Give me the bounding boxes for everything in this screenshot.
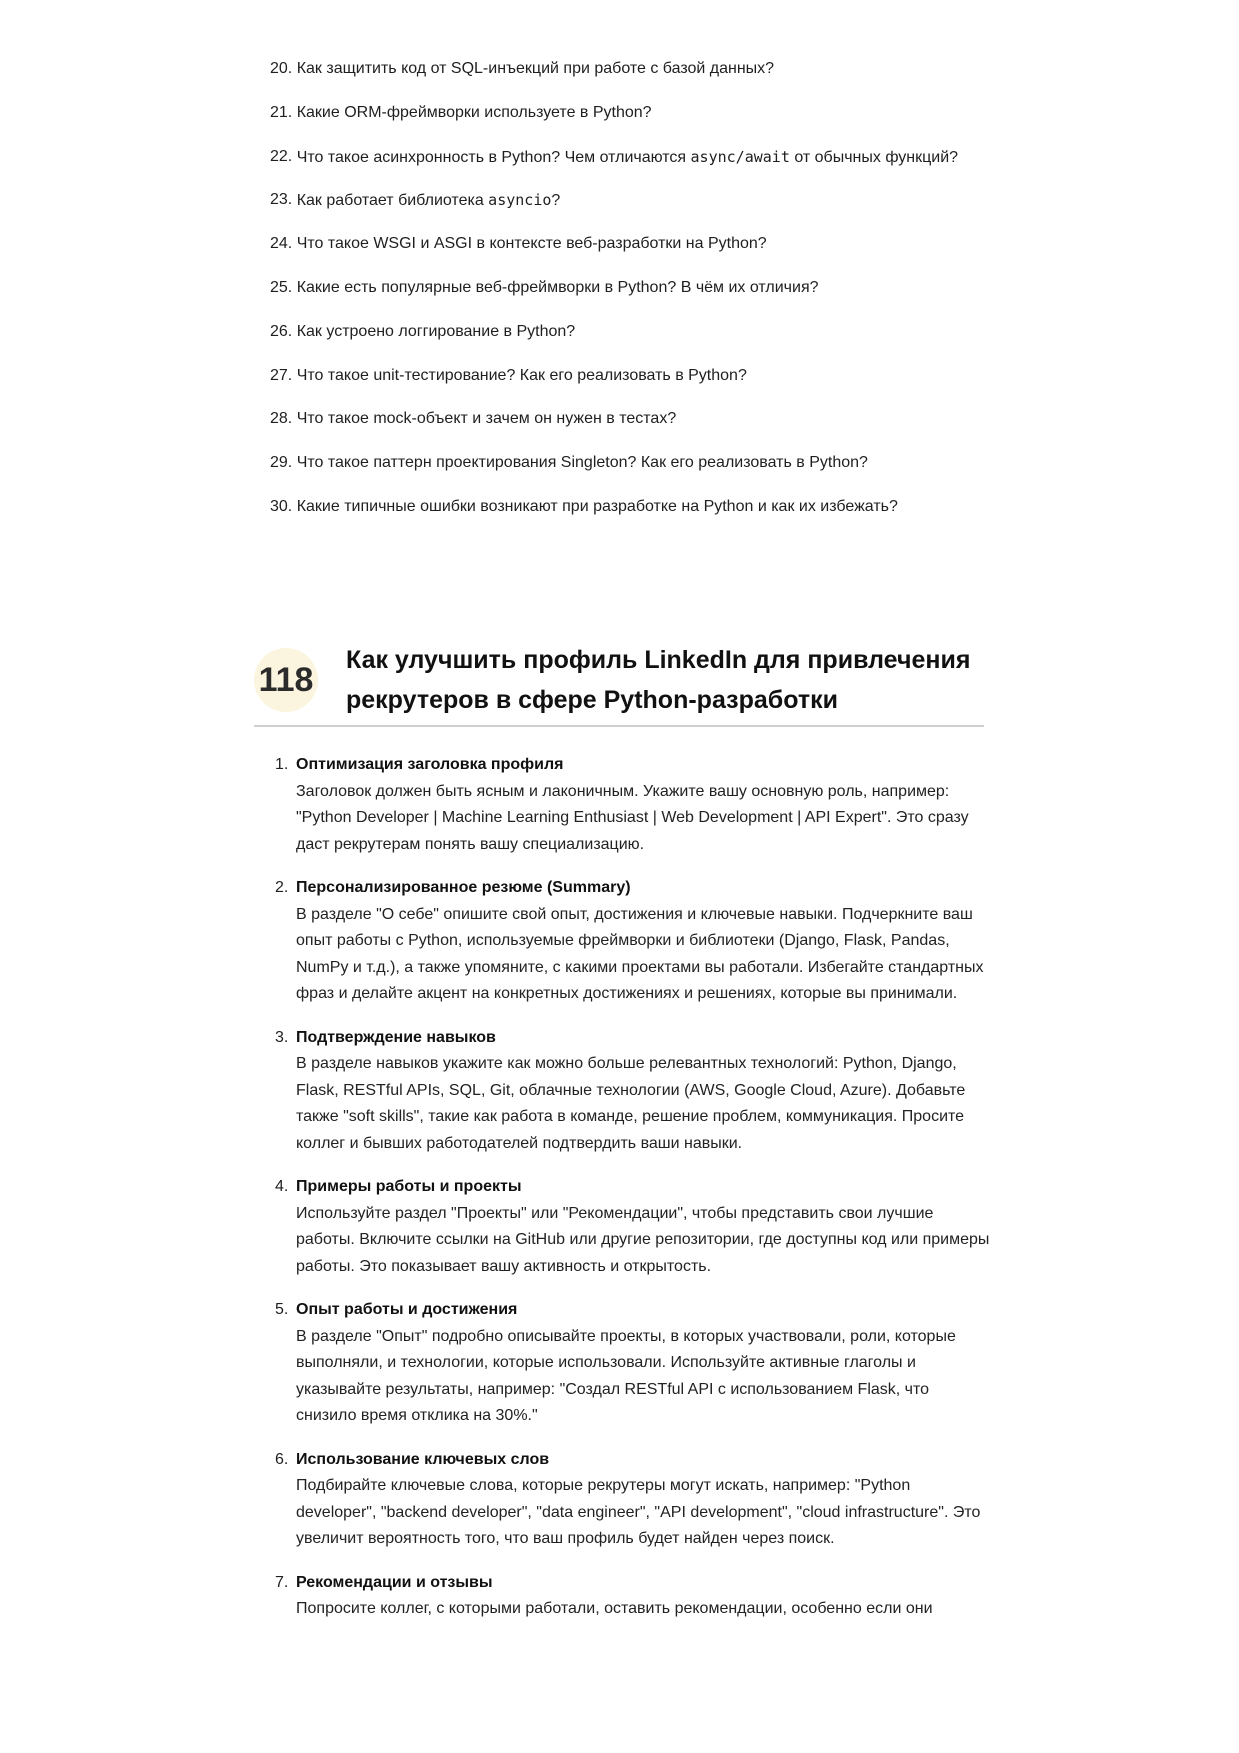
question-item: [270, 496, 1030, 540]
tip-title: Рекомендации и отзывы: [296, 1573, 493, 1591]
question-number: 23.: [270, 191, 293, 209]
question-text: [297, 277, 819, 299]
question-text-part: от обычных функций?: [789, 148, 959, 166]
tip-text: Подбирайте ключевые слова, которые рекрутеры могут искать, например: "Python developer", "backend developer", "data engineer", "API development", "cloud infrastructure". Это увеличит вероятность того, что ваш профиль будет найден через поиск.: [296, 1477, 981, 1547]
tip-title: Использование ключевых слов: [296, 1450, 550, 1468]
section-title-line-2: рекрутеров в сфере Python-разработки: [346, 686, 838, 714]
section-header: [254, 640, 984, 726]
question-number: 29.: [270, 454, 293, 472]
tip-text: В разделе навыков укажите как можно больше релевантных технологий: Python, Django, Flask, RESTful APIs, SQL, Git, облачные технологии (AWS, Google Cloud, Azure). Добавьте также "soft skills", такие как работа в команде, решение проблем, коммуникация. Просите коллег и бывших работодателей подтвердить ваши навыки.: [296, 1055, 966, 1152]
question-text: [297, 233, 767, 255]
section-divider: [254, 725, 984, 727]
question-text: [297, 58, 774, 80]
tip-text: Используйте раздел "Проекты" или "Рекомендации", чтобы представить свои лучшие работы. Включите ссылки на GitHub или другие репозитории, где доступны код или примеры работы. Это показывает вашу активность и открытость.: [296, 1204, 990, 1275]
section-title: [346, 640, 986, 720]
tip-item: [275, 875, 991, 1008]
question-item: [270, 189, 1030, 233]
tip-number: 5.: [275, 1301, 289, 1318]
tip-number: 6.: [275, 1450, 289, 1468]
tip-title: Подтверждение навыков: [296, 1028, 496, 1046]
question-text: [297, 189, 561, 212]
question-text-part: Какие есть популярные веб-фреймворки в Python? В чём их отличия?: [296, 278, 819, 296]
question-text: [297, 146, 958, 169]
inline-code: async/await: [690, 147, 790, 166]
tip-number: 3.: [275, 1028, 289, 1046]
tip-number: 7.: [275, 1573, 289, 1591]
question-number: 30.: [270, 497, 293, 515]
question-text-part: Что такое WSGI и ASGI в контексте веб-разработки на Python?: [296, 235, 767, 253]
question-text: [297, 452, 868, 474]
question-item: [270, 452, 1030, 496]
question-item: [270, 408, 1030, 452]
question-text-part: Какие ORM-фреймворки используете в Python?: [296, 103, 652, 121]
question-number: 24.: [270, 235, 293, 253]
question-text-part: Как защитить код от SQL-инъекций при работе с базой данных?: [296, 60, 775, 77]
tip-item: [275, 1025, 991, 1158]
question-item: [270, 277, 1030, 321]
question-text-part: Что такое асинхронность в Python? Чем отличаются: [296, 148, 691, 166]
question-text: [297, 496, 898, 518]
tip-text: В разделе "Опыт" подробно описывайте проекты, в которых участвовали, роли, которые выполняли, и технологии, которые использовали. Используйте активные глаголы и указывайте результаты, например: "Создал RESTful API с использованием Flask, что снизило время отклика на 30%.": [296, 1327, 956, 1424]
tip-item: [275, 1447, 991, 1553]
question-text-part: Что такое unit-тестирование? Как его реализовать в Python?: [296, 366, 747, 384]
tip-text: В разделе "О себе" опишите свой опыт, достижения и ключевые навыки. Подчеркните ваш опыт работы с Python, используемые фреймворки и библиотеки (Django, Flask, Pandas, NumPy и т.д.), а также упомяните, с какими проектами вы работали. Избегайте стандартных фраз и делайте акцент на конкретных достижениях и решениях, которые вы принимали.: [296, 905, 984, 1002]
question-item: [270, 102, 1030, 146]
tip-number: 2.: [275, 879, 289, 896]
tip-title: Оптимизация заголовка профиля: [296, 756, 564, 773]
tips-list: [275, 752, 991, 1640]
question-number: 25.: [270, 278, 293, 296]
question-item: [270, 146, 1030, 190]
question-number: 26.: [270, 322, 293, 340]
question-number: 22.: [270, 147, 293, 165]
question-text: [297, 102, 652, 124]
question-text-part: ?: [551, 192, 561, 210]
tip-title: Примеры работы и проекты: [296, 1178, 522, 1195]
question-text: [297, 321, 576, 343]
tip-text: Попросите коллег, с которыми работали, оставить рекомендации, особенно если они: [296, 1600, 933, 1617]
question-text-part: Что такое mock-объект и зачем он нужен в тестах?: [296, 410, 677, 428]
question-item: [270, 58, 1030, 102]
tip-number: 4.: [275, 1178, 289, 1195]
inline-code: asyncio: [488, 191, 552, 210]
tip-item: [275, 752, 991, 858]
tip-text: Заголовок должен быть ясным и лаконичным. Укажите вашу основную роль, например: "Python Developer | Machine Learning Enthusiast | Web Development | API Expert". Это сразу даст рекрутерам понять вашу специализацию.: [296, 782, 969, 853]
tip-item: [275, 1174, 991, 1280]
question-text: [297, 408, 677, 430]
question-text-part: Как работает библиотека: [296, 192, 489, 210]
question-number: 28.: [270, 410, 293, 428]
question-text-part: Какие типичные ошибки возникают при разработке на Python и как их избежать?: [296, 497, 898, 515]
question-text: [297, 365, 747, 387]
section-title-line-1: Как улучшить профиль LinkedIn для привлечения: [346, 646, 971, 674]
question-item: [270, 233, 1030, 277]
question-text-part: Как устроено логгирование в Python?: [296, 322, 576, 340]
tip-title: Персонализированное резюме (Summary): [296, 879, 631, 896]
question-number: 27.: [270, 366, 293, 384]
section-number-badge: 118: [254, 648, 318, 712]
question-item: [270, 365, 1030, 409]
question-text-part: Что такое паттерн проектирования Singleton? Как его реализовать в Python?: [296, 454, 868, 472]
tip-number: 1.: [275, 756, 289, 773]
question-number: 21.: [270, 103, 293, 121]
tip-item: [275, 1297, 991, 1430]
tip-item: [275, 1570, 991, 1623]
question-list: [270, 58, 1030, 540]
question-item: [270, 321, 1030, 365]
tip-title: Опыт работы и достижения: [296, 1301, 518, 1318]
question-number: 20.: [270, 60, 293, 77]
